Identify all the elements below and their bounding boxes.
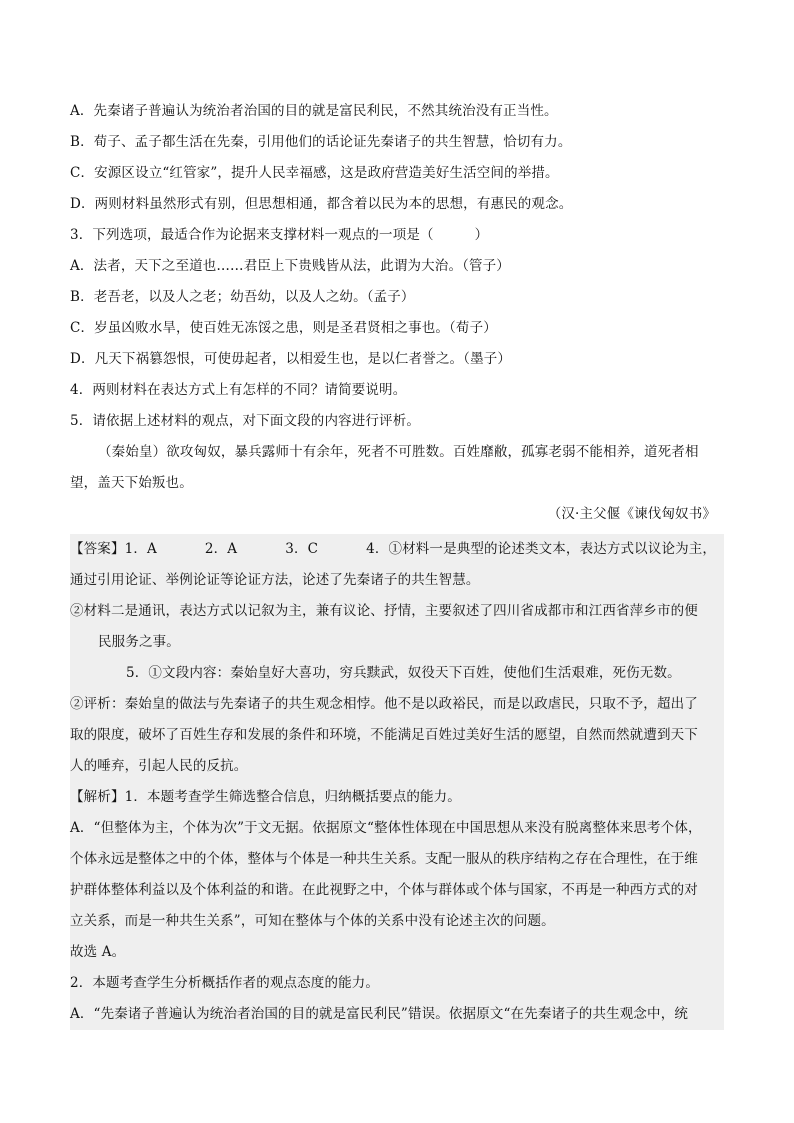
passage-line-1: （秦始皇）欲攻匈奴，暴兵露师十有余年，死者不可胜数。百姓靡敝，孤寡老弱不能相养，道死者相 [98, 444, 699, 460]
answer-label: 【答案】 [70, 541, 125, 557]
passage-line-2: 望，盖天下始叛也。 [70, 475, 193, 491]
analysis-label: 【解析】 [70, 789, 125, 805]
answer-5-line-4: 人的唾弃，引起人民的反抗。 [70, 758, 248, 774]
answer-3: 3．C [285, 541, 319, 557]
q3-option-c: C．岁虽凶败水旱，使百姓无冻馁之患，则是圣君贤相之事也。（荀子） [70, 320, 497, 336]
q2-option-c: C．安源区设立“红管家”，提升人民幸福感，这是政府营造美好生活空间的举措。 [70, 165, 559, 181]
q3-option-b: B．老吾老，以及人之老；幼吾幼，以及人之幼。（孟子） [70, 289, 415, 305]
answer-5-line-2: ②评析：秦始皇的做法与先秦诸子的共生观念相悖。他不是以政裕民，而是以政虐民，只取不予，超出了 [70, 696, 698, 712]
q3-stem: 3．下列选项，最适合作为论据来支撑材料一观点的一项是（ ） [70, 227, 489, 243]
answer-line-1 [70, 534, 724, 565]
passage-source: （汉·主父偃《谏伐匈奴书》 [547, 506, 716, 522]
answer-5-line-3: 取的限度，破坏了百姓生存和发展的条件和环境，不能满足百姓过美好生活的愿望，自然而然就遭到天下 [70, 727, 698, 743]
analysis-text-1: 1．本题考查学生筛选整合信息，归纳概括要点的能力。 [124, 789, 461, 805]
q3-option-d: D．凡天下祸篡怨恨，可使毋起者，以相爱生也，是以仁者誉之。（墨子） [70, 351, 512, 367]
q2-option-a: A．先秦诸子普遍认为统治者治国的目的就是富民利民，不然其统治没有正当性。 [70, 103, 558, 119]
q2-option-b: B．荀子、孟子都生活在先秦，引用他们的话论证先秦诸子的共生智慧，恰切有力。 [70, 134, 572, 150]
q2-option-d: D．两则材料虽然形式有别，但思想相通，都含着以民为本的思想，有惠民的观念。 [70, 196, 573, 212]
analysis-line-3: 个体永远是整体之中的个体，整体与个体是一种共生关系。支配一服从的秩序结构之存在合理性，在于维 [70, 851, 698, 867]
answer-analysis-block [70, 534, 724, 1030]
answer-1: 1．A [124, 541, 157, 557]
document-page [70, 96, 724, 1030]
answer-5-line-1: 5．①文段内容：秦始皇好大喜功，穷兵黩武，奴役天下百姓，使他们生活艰难，死伤无数。 [126, 665, 681, 681]
answer-4-line-2: 通过引用论证、举例论证等论证方法，论述了先秦诸子的共生智慧。 [70, 572, 480, 588]
answer-4-line-3: ②材料二是通讯，表达方式以记叙为主，兼有议论、抒情，主要叙述了四川省成都市和江西省萍乡市的便 [70, 603, 698, 619]
analysis-line-1 [70, 782, 724, 813]
analysis-line-4: 护群体整体利益以及个体利益的和谐。在此视野之中，个体与群体或个体与国家，不再是一种西方式的对 [70, 882, 698, 898]
analysis-line-5: 立关系，而是一种共生关系”，可知在整体与个体的关系中没有论述主次的问题。 [70, 913, 555, 929]
analysis-line-6: 故选 A。 [70, 944, 126, 960]
q4-stem: 4．两则材料在表达方式上有怎样的不同？请简要说明。 [70, 382, 407, 398]
analysis-line-7: 2．本题考查学生分析概括作者的观点态度的能力。 [70, 975, 380, 991]
analysis-line-2: A．“但整体为主，个体为次”于文无据。依据原文“整体性体现在中国思想从来没有脱离整体来思考个体， [70, 820, 702, 836]
answer-2: 2．A [204, 541, 238, 557]
q5-stem: 5．请依据上述材料的观点，对下面文段的内容进行评析。 [70, 413, 420, 429]
q3-option-a: A．法者，天下之至道也……君臣上下贵贱皆从法，此谓为大治。（管子） [70, 258, 510, 274]
analysis-line-8: A．“先秦诸子普遍认为统治者治国的目的就是富民利民”错误。依据原文“在先秦诸子的共生观念中，统 [70, 1006, 689, 1022]
answer-4-start: 4．①材料一是典型的论述类文本，表达方式以议论为主， [366, 541, 717, 557]
answer-4-line-4: 民服务之事。 [98, 634, 180, 650]
